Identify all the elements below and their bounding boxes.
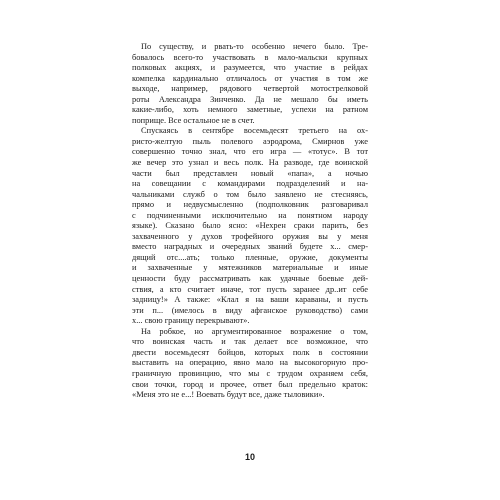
text-line: граничную провинцию, что мы с трудом охраняем себя, (132, 368, 368, 378)
text-line: прямо и недвусмысленно (подполковник разговаривал (132, 200, 368, 210)
text-line: чальниками служб о том было заявлено не стесняясь, (132, 189, 368, 199)
text-line: и захваченные у мятежников материальные и иные (132, 263, 368, 273)
text-column (132, 42, 368, 401)
text-line: задницу!» А также: «Клал я на ваши караваны, и пусть (132, 295, 368, 305)
text-line: дящий отс....ать; только пленные, оружие, документы (132, 252, 368, 262)
text-line: ценности буду рассматривать как удачные боевые дей- (132, 274, 368, 284)
text-line: захваченного у духов трофейного оружия вы у меня (132, 231, 368, 241)
text-line: же вечер это узнал и весь полк. На разводе, где воинской (132, 158, 368, 168)
paragraph (132, 126, 368, 326)
text-line: поприще. Все остальное не в счет. (132, 115, 255, 125)
text-line: компелка кардинально отличалось от участия в том же (132, 73, 368, 83)
text-line: По существу, и рвать-то особенно нечего было. Тре- (141, 42, 368, 51)
text-line: с подчиненными исключительно на понятном народу (132, 210, 368, 220)
text-line: бовалось всего-то участвовать в мало-мальски крупных (132, 52, 368, 62)
text-line: х... свою границу перекрывают». (132, 316, 250, 326)
page-number: 10 (244, 452, 255, 462)
paragraph (132, 327, 368, 401)
text-line: что воинская часть и так делает все возможное, что (132, 337, 368, 347)
text-line: полковых акциях, и разумеется, что участие в рейдах (132, 63, 368, 73)
text-line: части был представлен новый «папа», а ночью (132, 168, 368, 178)
text-line: языке). Сказано было ясно: «Нехрен сраки парить, без (132, 221, 368, 231)
text-line: двести восемьдесят бойцов, которых полк в состоянии (132, 347, 368, 357)
text-line: ристо-желтую пыль полевого аэродрома, Смирнов уже (132, 136, 368, 146)
text-line: ствия, а кто считает иначе, тот пусть заранее др..ит себе (132, 284, 368, 294)
text-line: какие-либо, хоть немного заметные, успехи на ратном (132, 105, 368, 115)
paragraph (132, 42, 368, 126)
text-line: свои точки, город и прочее, ответ был предельно краток: (132, 379, 368, 389)
text-line: выставить на операцию, явно мало на высокогорную про- (132, 358, 368, 368)
text-line: Спускаясь в сентябре восемьдесят третьего на ох- (141, 126, 368, 136)
text-line: эти п... (имелось в виду афганское руководство) сами (132, 305, 368, 315)
text-line: На робкое, но аргументированное возражение о том, (141, 326, 368, 336)
text-line: выходе, например, рядового четвертой мотострелковой (132, 84, 368, 94)
text-line: вместо наградных и очередных званий будете х... смер- (132, 242, 368, 252)
text-line: «Меня это не е...! Воевать будут все, даже тыловики». (132, 390, 325, 400)
text-line: роты Александра Зинченко. Да не мешало бы иметь (132, 94, 368, 104)
text-line: на совещании с командирами подразделений и на- (132, 179, 368, 189)
text-line: совершенно точно знал, что его игра — «тотус». В тот (132, 147, 368, 157)
